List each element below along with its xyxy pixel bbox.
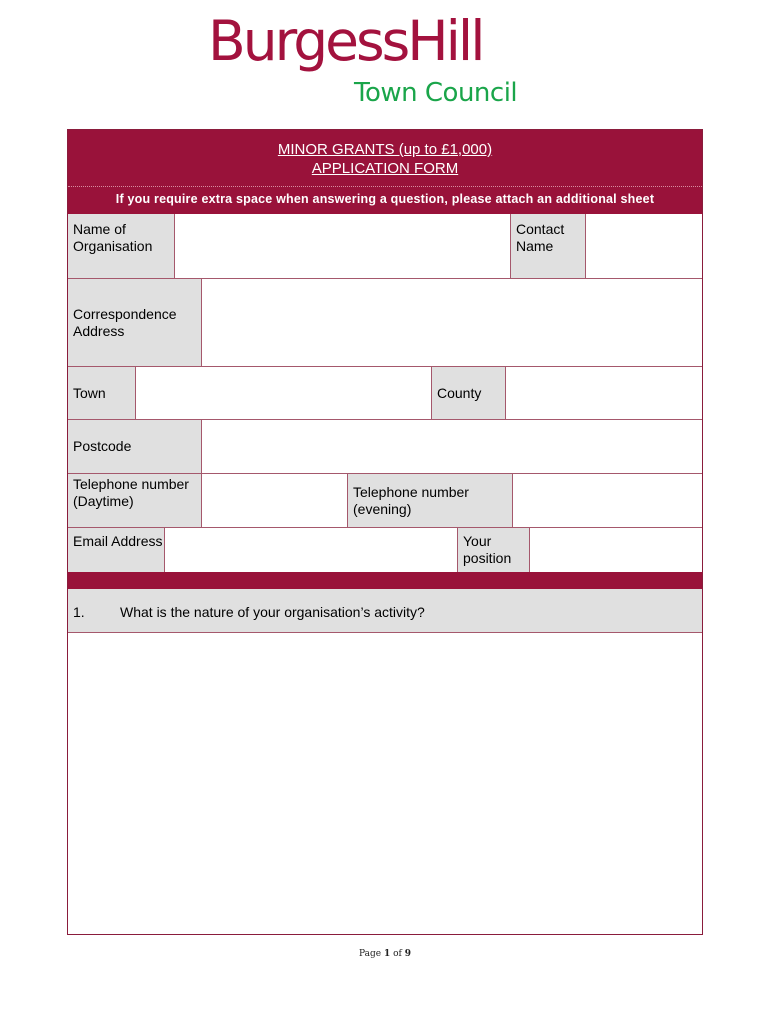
name-of-organisation-input[interactable] bbox=[174, 214, 510, 278]
correspondence-address-label: Correspondence Address bbox=[68, 279, 201, 366]
page-word: Page bbox=[358, 949, 382, 959]
question-1-header bbox=[68, 589, 702, 632]
question-1-number: 1. bbox=[73, 604, 85, 620]
page-footer bbox=[0, 949, 770, 959]
email-address-input[interactable] bbox=[164, 528, 457, 572]
town-input[interactable] bbox=[135, 367, 431, 419]
your-position-label: Your position bbox=[457, 528, 529, 572]
email-address-label: Email Address bbox=[68, 528, 164, 572]
telephone-evening-input[interactable] bbox=[512, 474, 702, 527]
page-total: 9 bbox=[404, 949, 411, 959]
your-position-input[interactable] bbox=[529, 528, 702, 572]
county-label: County bbox=[431, 367, 505, 419]
grant-application-form bbox=[67, 129, 703, 935]
town-label: Town bbox=[68, 367, 135, 419]
telephone-evening-label: Telephone number (evening) bbox=[347, 474, 512, 527]
contact-name-input[interactable] bbox=[585, 214, 702, 278]
council-logo bbox=[0, 0, 770, 120]
extra-space-note: If you require extra space when answering a question, please attach an additional sheet bbox=[115, 192, 655, 206]
question-1-text: What is the nature of your organisation’s activity? bbox=[120, 604, 425, 620]
of-word: of bbox=[393, 949, 402, 959]
form-title: MINOR GRANTS (up to £1,000) bbox=[277, 141, 493, 158]
logo-wordmark: BurgessHill bbox=[208, 9, 483, 73]
form-header bbox=[68, 130, 702, 214]
telephone-daytime-input[interactable] bbox=[201, 474, 347, 527]
header-divider bbox=[68, 186, 702, 187]
contact-name-label: Contact Name bbox=[510, 214, 585, 278]
page-number: 1 bbox=[383, 949, 391, 959]
form-subtitle: APPLICATION FORM bbox=[311, 160, 459, 177]
county-input[interactable] bbox=[505, 367, 702, 419]
postcode-input[interactable] bbox=[201, 420, 702, 473]
name-of-organisation-label: Name of Organisation bbox=[68, 214, 174, 278]
telephone-daytime-label: Telephone number (Daytime) bbox=[68, 474, 201, 527]
correspondence-address-input[interactable] bbox=[201, 279, 702, 366]
section-divider-band bbox=[68, 572, 702, 589]
logo-subtitle: Town Council bbox=[354, 78, 518, 108]
question-1-answer-area[interactable] bbox=[68, 633, 702, 934]
postcode-label: Postcode bbox=[68, 420, 201, 473]
